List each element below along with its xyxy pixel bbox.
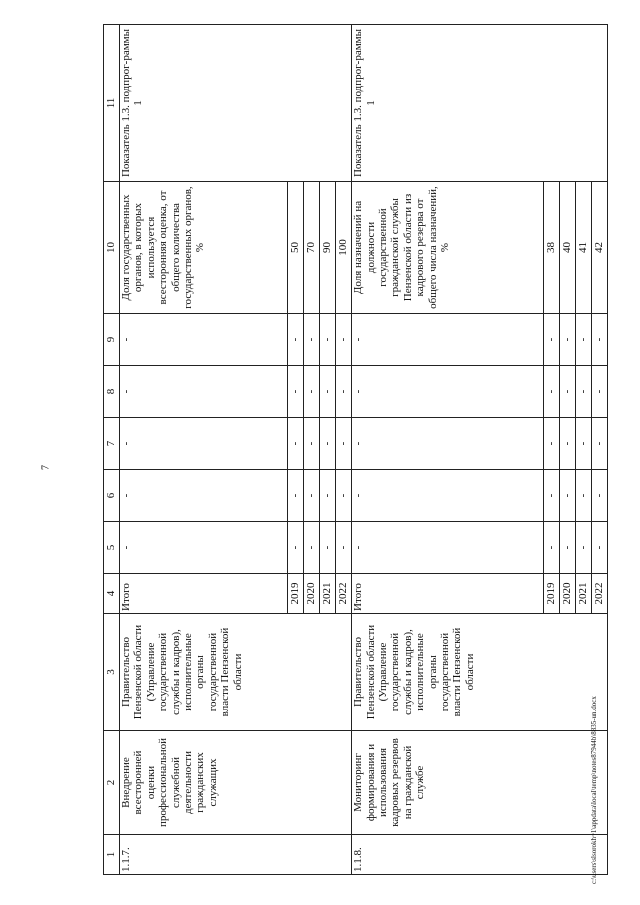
year-cell: 2020: [304, 574, 320, 614]
value-cell: -: [336, 470, 352, 522]
value-cell: -: [560, 366, 576, 418]
measure-name: Мониторинг формирования и использования кадровых резервов на гражданской службе: [352, 731, 608, 835]
header-cell: 1: [104, 835, 120, 875]
value-cell: -: [576, 314, 592, 366]
executor: Правительство Пензенской области (Управление государственной службы и кадров), исполнительные органы государственной власти Пензенской области: [352, 614, 608, 731]
value-cell: -: [120, 418, 288, 470]
value-cell: -: [576, 366, 592, 418]
value-cell: -: [336, 314, 352, 366]
header-cell: 11: [104, 25, 120, 182]
value-cell: -: [544, 418, 560, 470]
value-cell: -: [288, 314, 304, 366]
value-cell: -: [336, 366, 352, 418]
indicator-value: 100: [336, 182, 352, 314]
year-cell: 2022: [592, 574, 608, 614]
value-cell: -: [352, 522, 544, 574]
program-table: [103, 24, 608, 875]
value-cell: -: [336, 418, 352, 470]
year-cell: 2019: [544, 574, 560, 614]
page-number: 7: [40, 465, 52, 470]
indicator-value: 41: [576, 182, 592, 314]
indicator-reference: Показатель 1.3. подпрог-раммы 1: [352, 25, 608, 182]
indicator-reference: Показатель 1.3. подпрог-раммы 1: [120, 25, 352, 182]
indicator-value: 40: [560, 182, 576, 314]
value-cell: -: [320, 314, 336, 366]
year-cell: 2021: [576, 574, 592, 614]
value-cell: -: [304, 522, 320, 574]
header-cell: 5: [104, 522, 120, 574]
indicator-value: 70: [304, 182, 320, 314]
header-cell: 6: [104, 470, 120, 522]
value-cell: -: [576, 470, 592, 522]
value-cell: -: [560, 470, 576, 522]
value-cell: -: [352, 470, 544, 522]
value-cell: -: [120, 314, 288, 366]
value-cell: -: [288, 366, 304, 418]
value-cell: -: [592, 366, 608, 418]
value-cell: -: [120, 366, 288, 418]
header-cell: 2: [104, 731, 120, 835]
year-cell: 2021: [320, 574, 336, 614]
value-cell: -: [352, 366, 544, 418]
value-cell: -: [544, 522, 560, 574]
row-number: 1.1.7.: [120, 835, 352, 875]
value-cell: -: [304, 418, 320, 470]
value-cell: -: [560, 314, 576, 366]
document-table-rotated: [103, 25, 608, 875]
indicator-name: Доля государственных органов, в которых используется всесторонняя оценка, от общего количества государственных органов, %: [120, 182, 288, 314]
total-label: Итого: [120, 574, 288, 614]
header-cell: 7: [104, 418, 120, 470]
header-cell: 4: [104, 574, 120, 614]
header-cell: 10: [104, 182, 120, 314]
header-row: [104, 25, 120, 875]
value-cell: -: [320, 522, 336, 574]
value-cell: -: [304, 314, 320, 366]
indicator-value: 90: [320, 182, 336, 314]
value-cell: -: [288, 522, 304, 574]
year-cell: 2022: [336, 574, 352, 614]
value-cell: -: [544, 366, 560, 418]
header-cell: 9: [104, 314, 120, 366]
value-cell: -: [320, 366, 336, 418]
value-cell: -: [592, 418, 608, 470]
value-cell: -: [120, 522, 288, 574]
header-cell: 3: [104, 614, 120, 731]
indicator-value: 50: [288, 182, 304, 314]
value-cell: -: [320, 470, 336, 522]
value-cell: -: [120, 470, 288, 522]
table-row: [120, 25, 288, 875]
table-row: [352, 25, 544, 875]
executor: Правительство Пензенской области (Управление государственной службы и кадров), исполнительные органы государственной власти Пензенской области: [120, 614, 352, 731]
value-cell: -: [592, 314, 608, 366]
value-cell: -: [544, 314, 560, 366]
value-cell: -: [576, 418, 592, 470]
total-label: Итого: [352, 574, 544, 614]
header-cell: 8: [104, 366, 120, 418]
row-number: 1.1.8.: [352, 835, 608, 875]
indicator-value: 42: [592, 182, 608, 314]
value-cell: -: [576, 522, 592, 574]
value-cell: -: [592, 470, 608, 522]
value-cell: -: [560, 522, 576, 574]
value-cell: -: [352, 314, 544, 366]
value-cell: -: [320, 418, 336, 470]
value-cell: -: [560, 418, 576, 470]
value-cell: -: [288, 470, 304, 522]
indicator-name: Доля назначений на должности государственной гражданской службы Пензенской области из кадрового резерва от общего числа назначений, %: [352, 182, 544, 314]
value-cell: -: [352, 418, 544, 470]
value-cell: -: [304, 366, 320, 418]
value-cell: -: [336, 522, 352, 574]
year-cell: 2020: [560, 574, 576, 614]
footer-file-path: c:\users\slsorokh~1\appdata\local\temp\notes87944b\8835-un.docx: [590, 696, 598, 884]
value-cell: -: [288, 418, 304, 470]
measure-name: Внедрение всесторонней оценки профессиональной служебной деятельности гражданских служащих: [120, 731, 352, 835]
value-cell: -: [592, 522, 608, 574]
value-cell: -: [304, 470, 320, 522]
value-cell: -: [544, 470, 560, 522]
indicator-value: 38: [544, 182, 560, 314]
year-cell: 2019: [288, 574, 304, 614]
